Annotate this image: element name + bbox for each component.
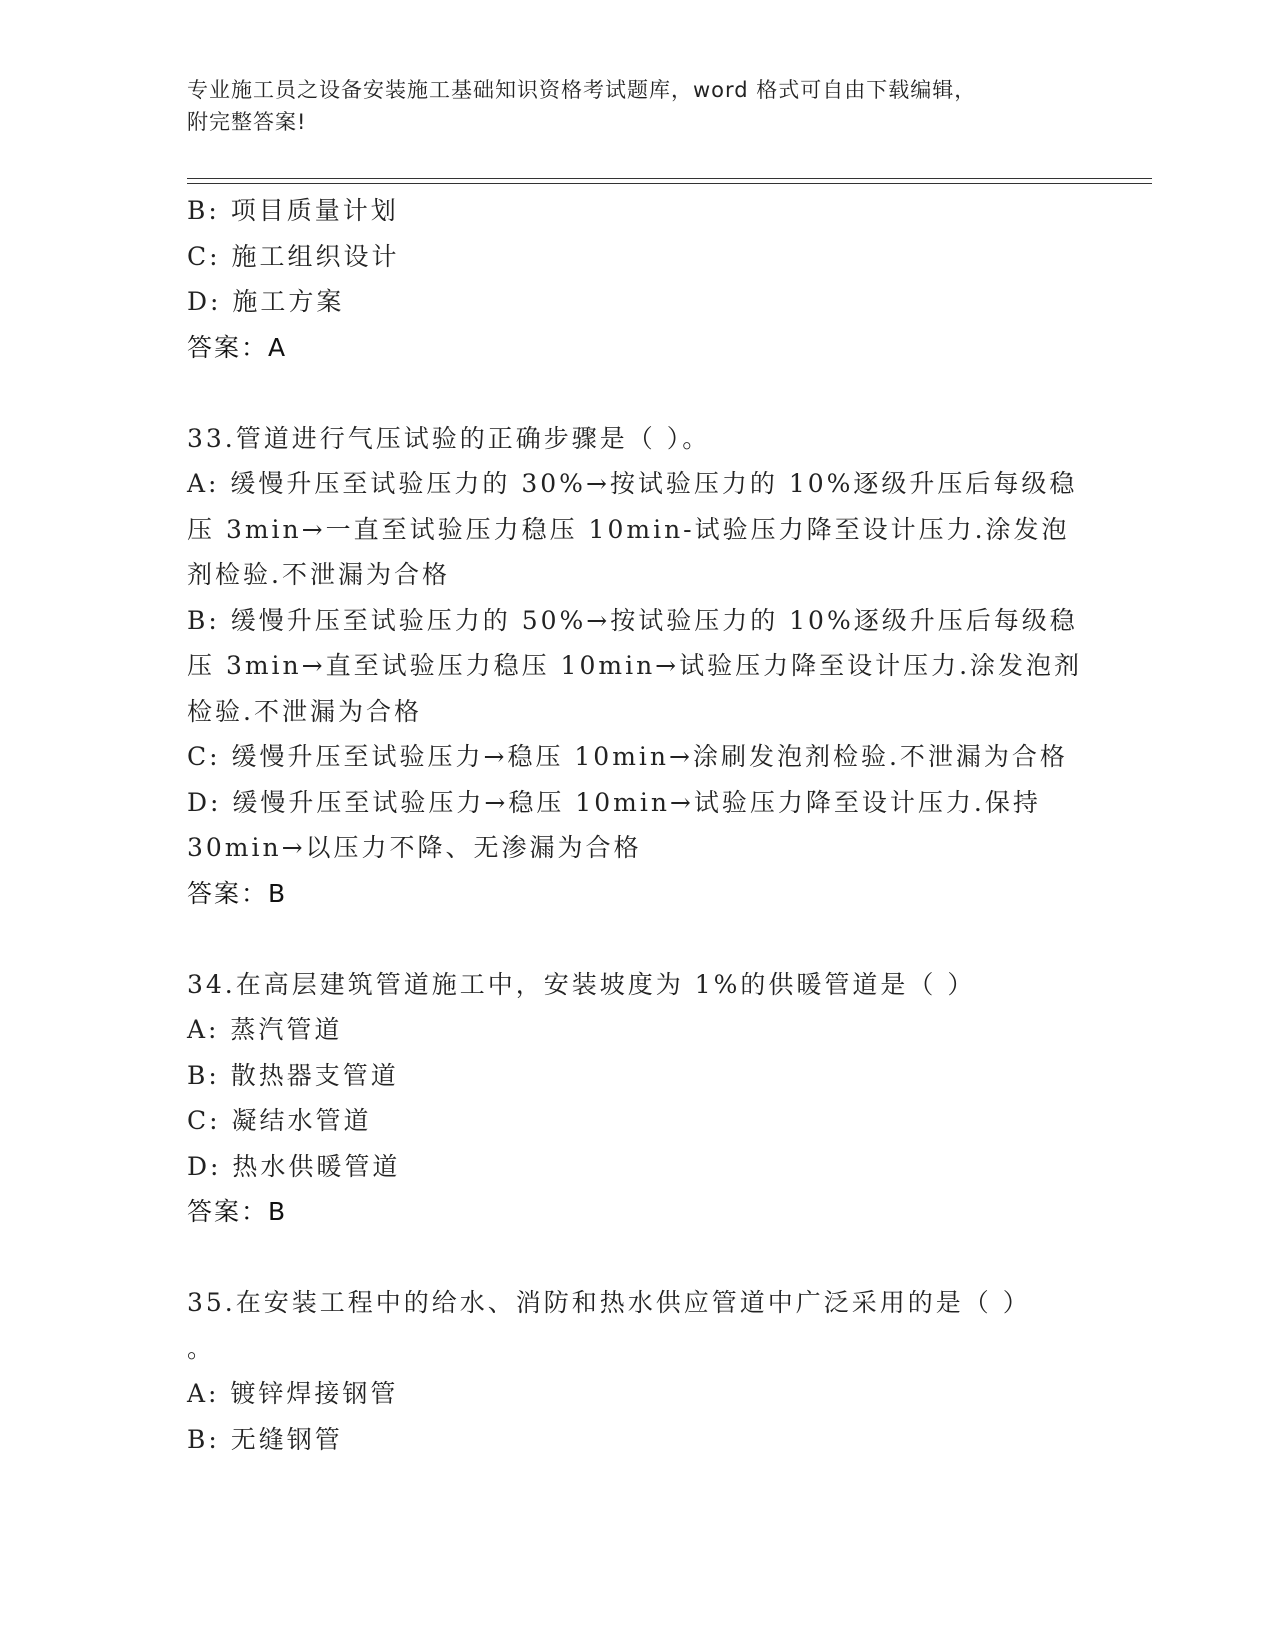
header-line-2: 附完整答案! — [187, 110, 307, 134]
q33-question: 33.管道进行气压试验的正确步骤是（ ）。 — [187, 423, 711, 453]
q35-option-b: B: 无缝钢管 — [187, 1424, 343, 1454]
question-32-tail — [187, 188, 1087, 370]
q32-option-d: D: 施工方案 — [187, 287, 345, 316]
q33-answer: 答案：B — [187, 878, 288, 908]
q34-answer: 答案：B — [187, 1197, 288, 1226]
q35-question-continuation: 。 — [187, 1333, 216, 1363]
document-header — [187, 74, 1067, 138]
q33-option-d-line-1: D: 缓慢升压至试验压力→稳压 10min→试验压力降至设计压力.保持 — [187, 787, 1041, 817]
q34-option-b: B: 散热器支管道 — [187, 1060, 399, 1090]
q32-option-c: C: 施工组织设计 — [187, 241, 400, 271]
header-divider-top — [187, 178, 1152, 179]
q33-option-a-line-3: 剂检验.不泄漏为合格 — [187, 560, 450, 589]
q34-option-a: A: 蒸汽管道 — [187, 1015, 343, 1044]
question-34 — [187, 962, 1087, 1235]
q35-option-a: A: 镀锌焊接钢管 — [187, 1379, 399, 1408]
q33-option-a-line-2: 压 3min→一直至试验压力稳压 10min-试验压力降至设计压力.涂发泡 — [187, 514, 1070, 544]
question-35 — [187, 1280, 1087, 1462]
q33-option-c: C: 缓慢升压至试验压力→稳压 10min→涂刷发泡剂检验.不泄漏为合格 — [187, 742, 1068, 771]
spacer — [187, 916, 1087, 962]
q33-option-d-line-2: 30min→以压力不降、无渗漏为合格 — [187, 833, 642, 862]
q32-answer: 答案：A — [187, 332, 288, 362]
q34-option-d: D: 热水供暖管道 — [187, 1151, 401, 1181]
spacer — [187, 370, 1087, 416]
spacer — [187, 1235, 1087, 1281]
q35-question: 35.在安装工程中的给水、消防和热水供应管道中广泛采用的是（ ） — [187, 1288, 1031, 1317]
q33-option-a-line-1: A: 缓慢升压至试验压力的 30%→按试验压力的 10%逐级升压后每级稳 — [187, 469, 1078, 498]
q32-option-b: B: 项目质量计划 — [187, 196, 399, 225]
q34-question: 34.在高层建筑管道施工中，安装坡度为 1%的供暖管道是（ ） — [187, 969, 976, 999]
header-divider-bottom — [187, 183, 1152, 184]
q33-option-b-line-1: B: 缓慢升压至试验压力的 50%→按试验压力的 10%逐级升压后每级稳 — [187, 605, 1078, 635]
q34-option-c: C: 凝结水管道 — [187, 1106, 372, 1135]
header-line-1: 专业施工员之设备安装施工基础知识资格考试题库，word 格式可自由下载编辑， — [187, 78, 977, 102]
question-list — [187, 188, 1087, 1462]
q33-option-b-line-3: 检验.不泄漏为合格 — [187, 696, 422, 726]
q33-option-b-line-2: 压 3min→直至试验压力稳压 10min→试验压力降至设计压力.涂发泡剂 — [187, 651, 1083, 680]
question-33 — [187, 416, 1087, 917]
